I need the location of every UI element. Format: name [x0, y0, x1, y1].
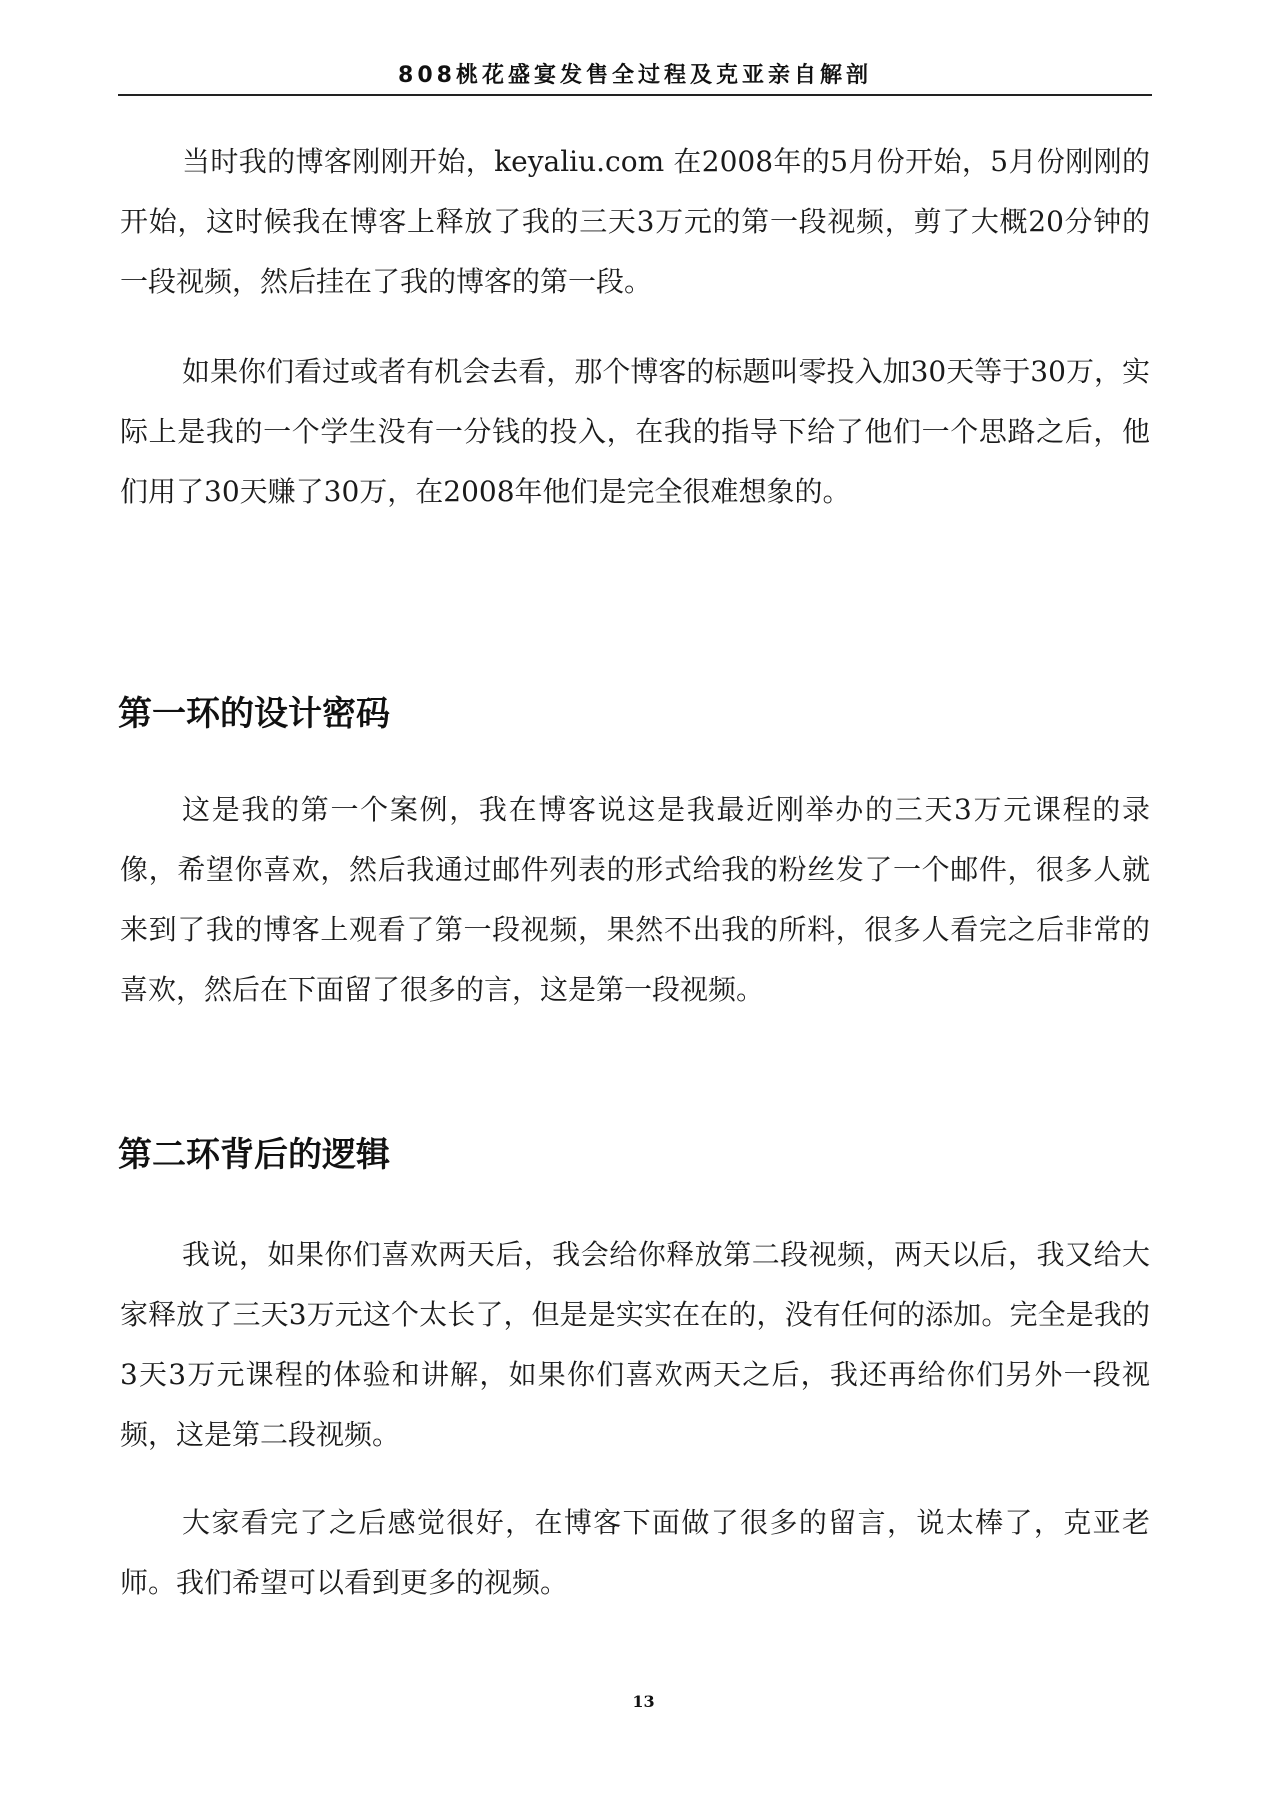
- section1-paragraph-1: 这是我的第一个案例，我在博客说这是我最近刚举办的三天3万元课程的录像，希望你喜欢，然后我通过邮件列表的形式给我的粉丝发了一个邮件，很多人就来到了我的博客上观看了第一段视频，果然不出我的所料，很多人看完之后非常的喜欢，然后在下面留了很多的言，这是第一段视频。: [120, 793, 1150, 1006]
- intro-paragraph-1: 当时我的博客刚刚开始，keyaliu.com 在2008年的5月份开始，5月份刚刚的开始，这时候我在博客上释放了我的三天3万元的第一段视频，剪了大概20分钟的一段视频，然后挂在了我的博客的第一段。: [120, 145, 1150, 298]
- section-heading-first-ring: 第一环的设计密码: [118, 694, 390, 734]
- section2-paragraph-1: 我说，如果你们喜欢两天后，我会给你释放第二段视频，两天以后，我又给大家释放了三天3万元这个太长了，但是是实实在在的，没有任何的添加。完全是我的3天3万元课程的体验和讲解，如果你们喜欢两天之后，我还再给你们另外一段视频，这是第二段视频。: [120, 1238, 1150, 1451]
- running-header-title: 808桃花盛宴发售全过程及克亚亲自解剖: [398, 63, 872, 88]
- intro-paragraph-2: 如果你们看过或者有机会去看，那个博客的标题叫零投入加30天等于30万，实际上是我的一个学生没有一分钱的投入，在我的指导下给了他们一个思路之后，他们用了30天赚了30万，在2008年他们是完全很难想象的。: [120, 355, 1150, 508]
- section2-paragraph-2: 大家看完了之后感觉很好，在博客下面做了很多的留言，说太棒了，克亚老师。我们希望可以看到更多的视频。: [120, 1506, 1150, 1599]
- page-number: 13: [632, 1692, 655, 1711]
- section-heading-second-ring: 第二环背后的逻辑: [118, 1135, 390, 1175]
- header-divider: [118, 94, 1152, 96]
